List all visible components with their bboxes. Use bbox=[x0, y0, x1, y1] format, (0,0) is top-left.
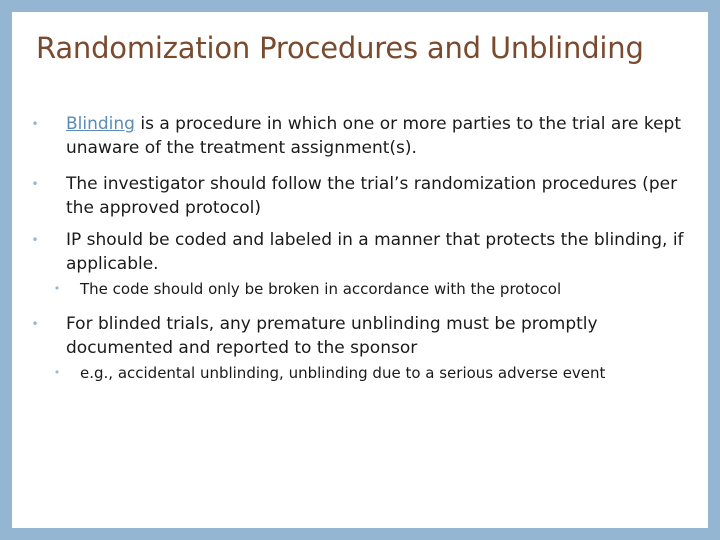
bullet-dot-icon: • bbox=[31, 317, 39, 331]
slide bbox=[12, 12, 708, 528]
bullet-dot-icon: • bbox=[31, 233, 39, 247]
sub-bullet-text-4: e.g., accidental unblinding, unblinding due to a serious adverse event bbox=[80, 364, 606, 382]
bullet-item-1 bbox=[31, 112, 686, 160]
bullet-dot-icon: • bbox=[31, 177, 39, 191]
slide-title: Randomization Procedures and Unblinding bbox=[36, 31, 644, 65]
blinding-link[interactable]: Blinding bbox=[66, 114, 135, 134]
bullet-text-3: IP should be coded and labeled in a manner that protects the blinding, if applicable. bbox=[66, 230, 684, 274]
bullet-item-3 bbox=[31, 228, 686, 276]
bullet-dot-icon: • bbox=[53, 366, 61, 379]
bullet-text-4: For blinded trials, any premature unblinding must be promptly documented and reported to the sponsor bbox=[66, 314, 598, 358]
bullet-item-4 bbox=[31, 312, 686, 360]
bullet-text-1: is a procedure in which one or more parties to the trial are kept unaware of the treatment assignment(s). bbox=[66, 114, 681, 158]
bullet-item-2 bbox=[31, 172, 686, 220]
slide-content bbox=[12, 12, 708, 528]
bullet-text-2: The investigator should follow the trial’s randomization procedures (per the approved protocol) bbox=[66, 174, 678, 218]
sub-bullet-item-4 bbox=[53, 363, 680, 383]
sub-bullet-text-3: The code should only be broken in accordance with the protocol bbox=[80, 280, 562, 298]
sub-bullet-item-3 bbox=[53, 279, 680, 299]
bullet-dot-icon: • bbox=[53, 282, 61, 295]
bullet-dot-icon: • bbox=[31, 117, 39, 131]
